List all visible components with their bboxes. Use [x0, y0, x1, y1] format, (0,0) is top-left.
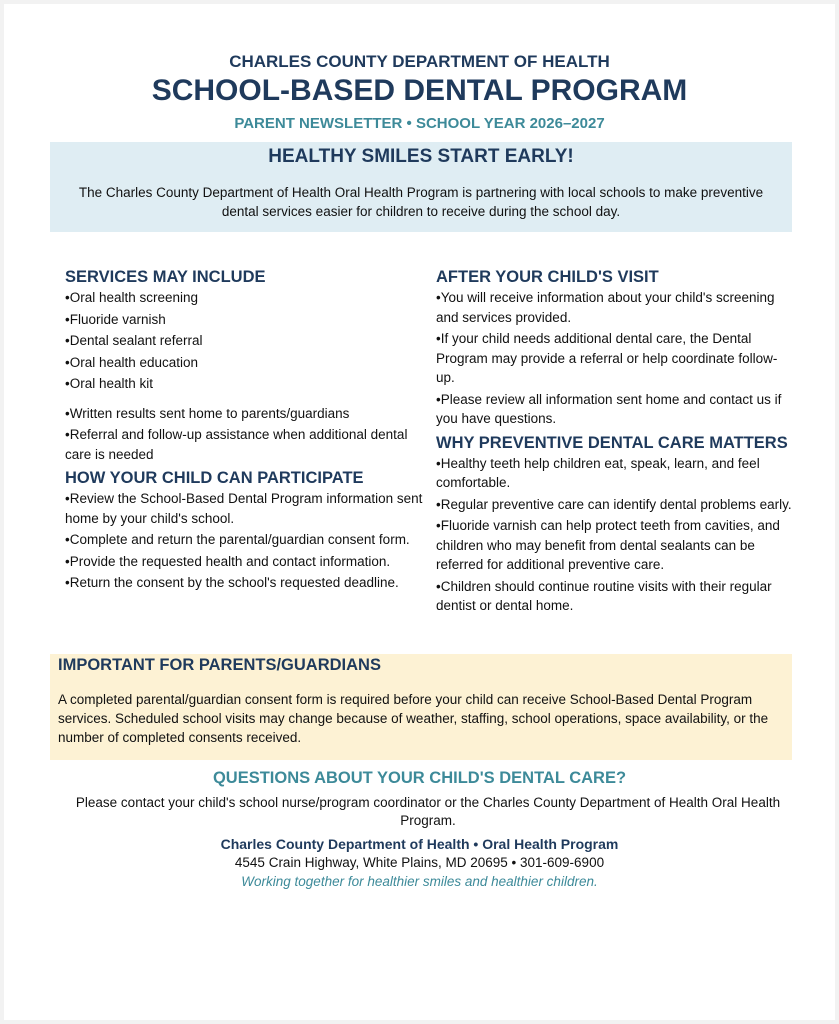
footer-tagline: Working together for healthier smiles and healthier children.: [241, 874, 598, 889]
after-visit-list: [436, 288, 794, 429]
important-text: A completed parental/guardian consent form is required before your child can receive School-Based Dental Program services. Scheduled school visits may change because of weather, staffing, school operations, space availability, or the number of completed consents received.: [58, 692, 769, 745]
footer-address: 4545 Crain Highway, White Plains, MD 20695 • 301-609-6900: [234, 855, 605, 870]
services-extra-list: [65, 404, 425, 465]
right-column: [436, 266, 794, 618]
important-title: IMPORTANT FOR PARENTS/GUARDIANS: [58, 656, 381, 674]
list-item: • Complete and return the parental/guardian consent form.: [65, 530, 425, 550]
list-item: • Review the School-Based Dental Program information sent home by your child's school.: [65, 489, 425, 528]
list-item: • Written results sent home to parents/guardians: [65, 404, 425, 424]
list-item: • Oral health education: [65, 353, 425, 373]
services-title: SERVICES MAY INCLUDE: [65, 268, 266, 286]
newsletter-subtitle: PARENT NEWSLETTER • SCHOOL YEAR 2026–2027: [234, 115, 605, 132]
list-item: • Referral and follow-up assistance when additional dental care is needed: [65, 425, 425, 464]
spacer: [65, 396, 425, 404]
footer-org: Charles County Department of Health • Oral Health Program: [220, 836, 619, 852]
list-item: • Provide the requested health and contact information.: [65, 552, 425, 572]
org-name: CHARLES COUNTY DEPARTMENT OF HEALTH: [229, 52, 610, 71]
list-item: • Oral health kit: [65, 374, 425, 394]
participate-title: HOW YOUR CHILD CAN PARTICIPATE: [65, 469, 364, 487]
list-item: • Fluoride varnish: [65, 310, 425, 330]
list-item: • You will receive information about your child's screening and services provided.: [436, 288, 794, 327]
program-title: SCHOOL-BASED DENTAL PROGRAM: [151, 74, 688, 107]
participate-list: [65, 489, 425, 593]
important-notice: [50, 654, 792, 760]
list-item: • Return the consent by the school's requested deadline.: [65, 573, 425, 593]
why-list: [436, 454, 794, 616]
list-item: • Fluoride varnish can help protect teeth from cavities, and children who may benefit from dental sealants can be referred for additional preventive care.: [436, 516, 794, 575]
questions-text: Please contact your child's school nurse/program coordinator or the Charles County Department of Health Oral Health Program.: [75, 795, 781, 828]
banner-text: The Charles County Department of Health Oral Health Program is partnering with local schools to make preventive dental services easier for children to receive during the school day.: [78, 185, 764, 219]
list-item: • If your child needs additional dental care, the Dental Program may provide a referral or help coordinate follow-up.: [436, 329, 794, 388]
list-item: • Children should continue routine visits with their regular dentist or dental home.: [436, 577, 794, 616]
questions-title: QUESTIONS ABOUT YOUR CHILD'S DENTAL CARE?: [212, 769, 627, 787]
why-title: WHY PREVENTIVE DENTAL CARE MATTERS: [436, 433, 788, 452]
left-column: [65, 266, 425, 595]
list-item: • Dental sealant referral: [65, 331, 425, 351]
list-item: • Regular preventive care can identify dental problems early.: [436, 495, 794, 515]
banner-title: HEALTHY SMILES START EARLY!: [268, 146, 574, 167]
newsletter-page: [4, 4, 835, 1020]
intro-banner: [50, 142, 792, 232]
list-item: • Healthy teeth help children eat, speak, learn, and feel comfortable.: [436, 454, 794, 493]
after-visit-title: AFTER YOUR CHILD'S VISIT: [436, 268, 659, 286]
services-list: [65, 288, 425, 394]
list-item: • Oral health screening: [65, 288, 425, 308]
list-item: • Please review all information sent home and contact us if you have questions.: [436, 390, 794, 429]
